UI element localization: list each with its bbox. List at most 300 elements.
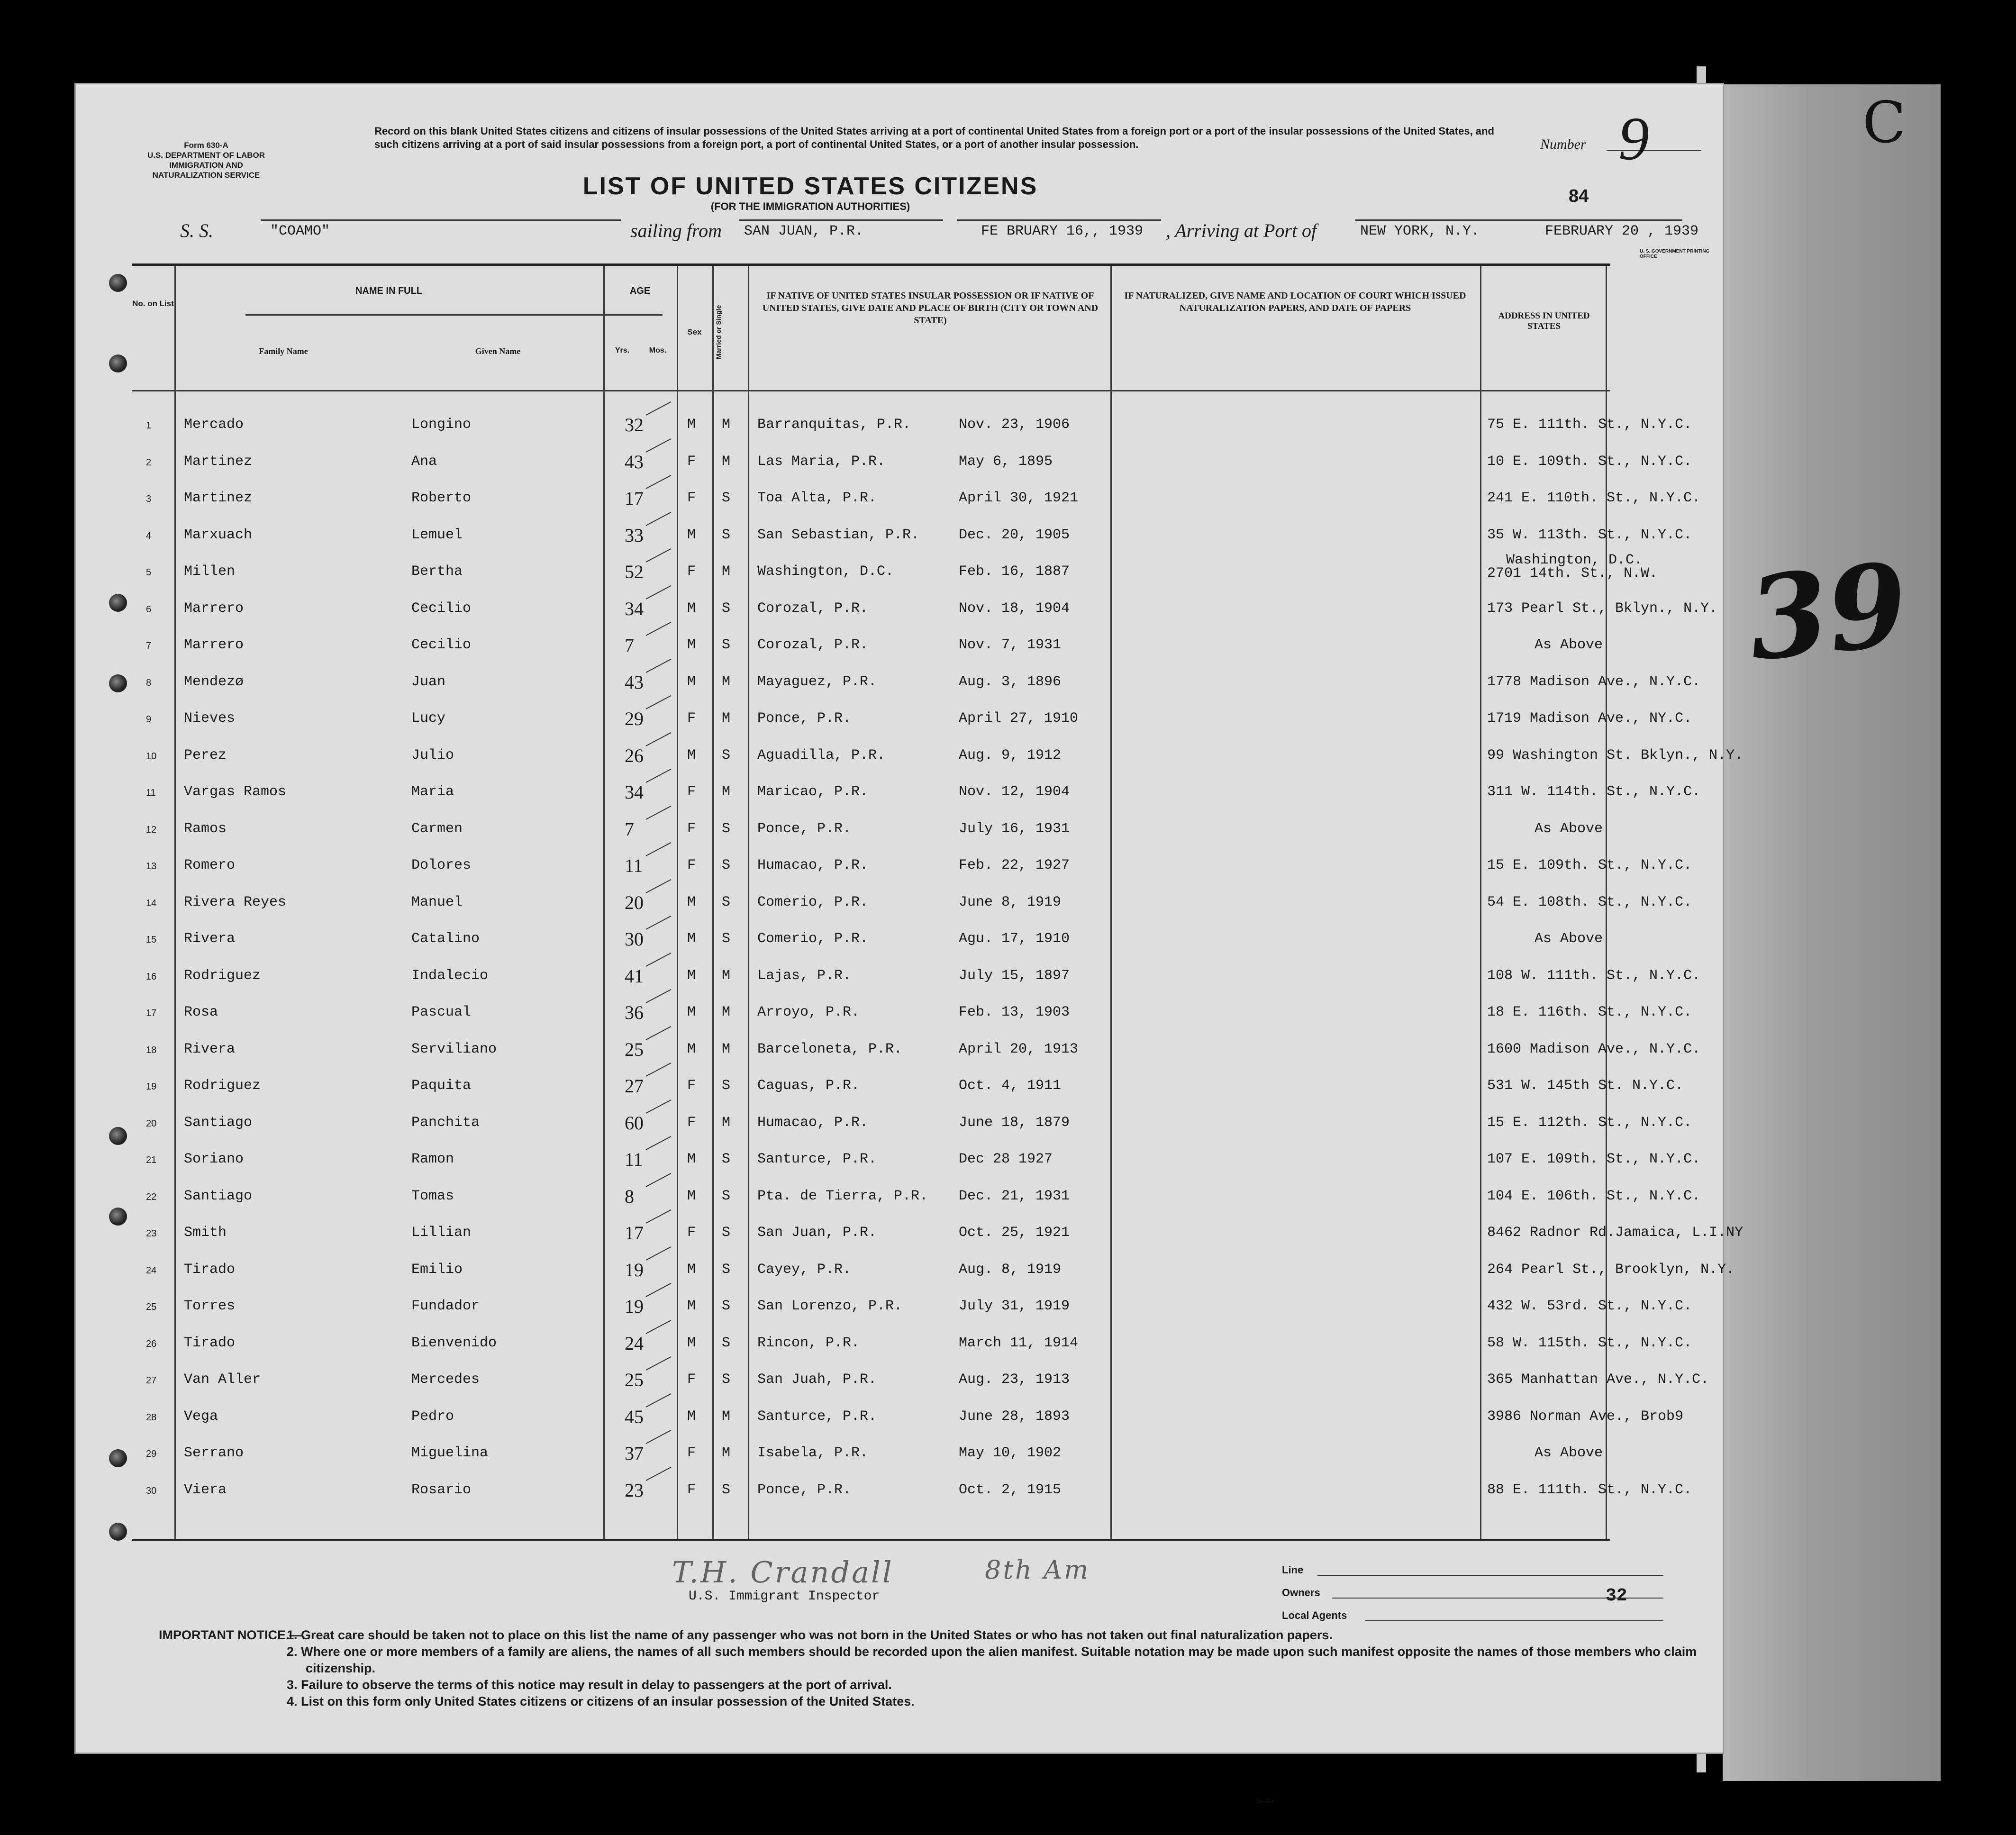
sheet-number: 84 bbox=[1569, 186, 1589, 206]
age-years: 60 bbox=[625, 1112, 644, 1134]
row-number: 16 bbox=[146, 971, 157, 982]
address: 432 W. 53rd. St., N.Y.C. bbox=[1487, 1298, 1692, 1314]
family-name: Smith bbox=[184, 1225, 227, 1241]
row-number: 21 bbox=[146, 1155, 157, 1165]
age-years: 43 bbox=[625, 451, 644, 472]
mos-tick-mark bbox=[646, 401, 672, 416]
ship-underline bbox=[261, 219, 621, 221]
address: 108 W. 111th. St., N.Y.C. bbox=[1487, 967, 1701, 984]
ship-name: "COAMO" bbox=[270, 223, 330, 239]
header-age: AGE bbox=[629, 286, 651, 296]
table-row bbox=[132, 996, 1692, 1033]
row-number: 9 bbox=[146, 714, 152, 725]
header-age-mos: Mos. bbox=[649, 346, 667, 354]
marital-status: M bbox=[722, 1408, 731, 1425]
marital-status: S bbox=[722, 1225, 731, 1241]
table-row bbox=[132, 1106, 1692, 1143]
binder-hole bbox=[109, 1523, 127, 1541]
marital-status: M bbox=[722, 673, 731, 690]
birth-place: Humacao, P.R. bbox=[757, 857, 869, 873]
birth-date: Oct. 2, 1915 bbox=[959, 1481, 1062, 1498]
birth-date: June 28, 1893 bbox=[959, 1408, 1070, 1425]
given-name: Paquita bbox=[411, 1078, 472, 1094]
birth-date: Aug. 23, 1913 bbox=[959, 1372, 1070, 1388]
age-years: 25 bbox=[625, 1038, 644, 1060]
table-row bbox=[132, 552, 1658, 592]
row-number: 6 bbox=[146, 604, 152, 615]
marital-status: M bbox=[722, 1114, 731, 1131]
sex: M bbox=[687, 1261, 696, 1278]
binder-hole bbox=[109, 594, 127, 612]
birth-place: Mayaguez, P.R. bbox=[757, 673, 877, 690]
instructions-header: Record on this blank United States citizens and citizens of insular possessions of the United States arriving at a port of continental United States from a foreign port or a port of the insular possessions of the United States, and such citizens arriving at a port of said insular possessions from a foreign port, a port of continental United States, or a port of another insular possession. bbox=[374, 125, 1494, 150]
given-name: Julio bbox=[411, 747, 454, 763]
page-total: 32 bbox=[1606, 1586, 1627, 1606]
age-years: 20 bbox=[625, 891, 644, 913]
address: 531 W. 145th St. N.Y.C. bbox=[1487, 1078, 1684, 1094]
family-name: Rodriguez bbox=[184, 967, 261, 984]
arrival-date-underline bbox=[1540, 219, 1682, 221]
family-name: Nieves bbox=[184, 710, 236, 727]
age-years: 32 bbox=[625, 414, 644, 436]
row-number: 23 bbox=[146, 1228, 157, 1239]
header-age-yrs: Yrs. bbox=[615, 346, 630, 354]
departure-date: FE BRUARY 16,, 1939 bbox=[981, 223, 1144, 239]
birth-date: Dec 28 1927 bbox=[959, 1151, 1053, 1167]
field-owners-rule bbox=[1332, 1598, 1663, 1599]
age-years: 17 bbox=[625, 1222, 644, 1244]
address: 241 E. 110th. St., N.Y.C. bbox=[1487, 490, 1701, 506]
marital-status: S bbox=[722, 600, 731, 617]
given-name: Lillian bbox=[411, 1225, 472, 1241]
family-name: Marxuach bbox=[184, 527, 253, 543]
age-years: 52 bbox=[625, 561, 644, 582]
voyage-line bbox=[180, 219, 1744, 248]
departure-date-underline bbox=[957, 219, 1161, 221]
birth-place: Cayey, P.R. bbox=[757, 1261, 852, 1278]
age-years: 27 bbox=[625, 1075, 644, 1097]
marital-status: S bbox=[722, 1188, 731, 1204]
birth-date: April 27, 1910 bbox=[959, 710, 1079, 727]
birth-place: Humacao, P.R. bbox=[757, 1114, 869, 1131]
age-years: 34 bbox=[625, 781, 644, 803]
binder-hole bbox=[109, 674, 127, 692]
sex: M bbox=[687, 1298, 696, 1314]
address: 54 E. 108th. St., N.Y.C. bbox=[1487, 894, 1692, 910]
document-subtitle: (FOR THE IMMIGRATION AUTHORITIES) bbox=[710, 200, 910, 212]
notice-item: 2. Where one or more members of a family are aliens, the names of all such members should be recorded upon the alien manifest. Suitable notation may be made upon such manifest opposite the names of those members who claim citizenship. bbox=[287, 1644, 1697, 1675]
address: 10 E. 109th. St., N.Y.C. bbox=[1487, 453, 1692, 470]
birth-place: Lajas, P.R. bbox=[757, 967, 852, 984]
address: As Above bbox=[1535, 1445, 1603, 1461]
birth-place: Aguadilla, P.R. bbox=[757, 747, 886, 763]
age-years: 37 bbox=[625, 1443, 644, 1464]
birth-place: Ponce, P.R. bbox=[757, 710, 852, 727]
marital-status: S bbox=[722, 1151, 731, 1167]
sex: F bbox=[687, 820, 696, 837]
marital-status: M bbox=[722, 1041, 731, 1057]
birth-place: Ponce, P.R. bbox=[757, 1481, 852, 1498]
header-separator bbox=[132, 390, 1610, 391]
row-number: 19 bbox=[146, 1081, 157, 1092]
sex: F bbox=[687, 784, 696, 800]
birth-place: Caguas, P.R. bbox=[757, 1078, 860, 1094]
address: Washington, D.C. bbox=[1506, 552, 1643, 568]
given-name: Cecilio bbox=[411, 600, 472, 617]
birth-place: Arroyo, P.R. bbox=[757, 1004, 860, 1020]
row-number: 22 bbox=[146, 1191, 157, 1202]
family-name: Vega bbox=[184, 1408, 218, 1425]
sex: M bbox=[687, 931, 696, 947]
family-name: Van Aller bbox=[184, 1372, 261, 1388]
marital-status: M bbox=[722, 1004, 731, 1020]
sex: F bbox=[687, 563, 696, 580]
birth-date: Nov. 7, 1931 bbox=[959, 637, 1062, 653]
family-name: Rivera bbox=[184, 1041, 236, 1057]
table-row bbox=[132, 481, 1701, 518]
table-row bbox=[132, 1436, 1610, 1473]
field-line-label: Line bbox=[1282, 1564, 1304, 1576]
address: 8462 Radnor Rd.Jamaica, L.I.NY bbox=[1487, 1225, 1744, 1241]
birth-date: May 6, 1895 bbox=[959, 453, 1053, 470]
departure-port: SAN JUAN, P.R. bbox=[744, 223, 864, 239]
given-name: Bienvenido bbox=[411, 1335, 497, 1351]
age-years: 11 bbox=[625, 855, 643, 876]
birth-place: Las Maria, P.R. bbox=[757, 453, 886, 470]
age-years: 34 bbox=[625, 598, 644, 619]
birth-date: Oct. 25, 1921 bbox=[959, 1225, 1070, 1241]
given-name: Pascual bbox=[411, 1004, 472, 1020]
age-years: 17 bbox=[625, 488, 644, 509]
marital-status: M bbox=[722, 784, 731, 800]
row-number: 1 bbox=[146, 420, 152, 431]
notice-item: 1. Great care should be taken not to place on this list the name of any passenger who was not born in the United States or who has not taken out final naturalization papers. bbox=[287, 1628, 1333, 1642]
form-id-line: Form 630-A bbox=[184, 141, 228, 150]
birth-date: Dec. 21, 1931 bbox=[959, 1188, 1070, 1204]
address: 1719 Madison Ave., NY.C. bbox=[1487, 710, 1692, 727]
table-row bbox=[132, 886, 1692, 923]
form-id-line: IMMIGRATION AND bbox=[169, 161, 243, 170]
given-name: Lucy bbox=[411, 710, 446, 727]
arriving-label: , Arriving at Port of bbox=[1166, 220, 1317, 241]
family-name: Perez bbox=[184, 747, 227, 763]
birth-date: Feb. 22, 1927 bbox=[959, 857, 1070, 873]
given-name: Miguelina bbox=[411, 1445, 489, 1461]
birth-date: Dec. 20, 1905 bbox=[959, 527, 1070, 543]
sex: F bbox=[687, 1445, 696, 1461]
notice-item: 4. List on this form only United States citizens or citizens of an insular possession of the United States. bbox=[287, 1694, 915, 1708]
marital-status: M bbox=[722, 1445, 731, 1461]
field-local-agents-label: Local Agents bbox=[1282, 1609, 1347, 1621]
sex: F bbox=[687, 490, 696, 506]
address: 365 Manhattan Ave., N.Y.C. bbox=[1487, 1372, 1709, 1388]
birth-date: May 10, 1902 bbox=[959, 1445, 1062, 1461]
table-row bbox=[132, 1033, 1701, 1070]
age-years: 29 bbox=[625, 708, 644, 729]
given-name: Juan bbox=[411, 673, 446, 690]
form-id-line: U.S. DEPARTMENT OF LABOR bbox=[147, 151, 265, 160]
marital-status: S bbox=[722, 894, 731, 910]
birth-date: July 16, 1931 bbox=[959, 820, 1070, 837]
sex: F bbox=[687, 710, 696, 727]
family-name: Rivera bbox=[184, 931, 236, 947]
family-name: Martinez bbox=[184, 490, 253, 506]
form-id-line: NATURALIZATION SERVICE bbox=[152, 171, 260, 180]
field-local-agents-rule bbox=[1365, 1620, 1663, 1621]
birth-date: Aug. 9, 1912 bbox=[959, 747, 1062, 763]
given-name: Indalecio bbox=[411, 967, 489, 984]
sex: F bbox=[687, 1481, 696, 1498]
marital-status: S bbox=[722, 527, 731, 543]
binder-hole bbox=[109, 1208, 127, 1226]
birth-place: Comerio, P.R. bbox=[757, 894, 869, 910]
marital-status: S bbox=[722, 1372, 731, 1388]
marital-status: S bbox=[722, 747, 731, 763]
address: 18 E. 116th. St., N.Y.C. bbox=[1487, 1004, 1692, 1020]
document-sheet bbox=[76, 84, 1744, 1804]
marital-status: S bbox=[722, 1078, 731, 1094]
given-name: Mercedes bbox=[411, 1372, 480, 1388]
table-row bbox=[132, 628, 1610, 665]
address: 104 E. 106th. St., N.Y.C. bbox=[1487, 1188, 1701, 1204]
marital-status: S bbox=[722, 1481, 731, 1498]
table-row bbox=[132, 1290, 1692, 1326]
birth-date: April 30, 1921 bbox=[959, 490, 1079, 506]
sex: F bbox=[687, 453, 696, 470]
given-name: Ramon bbox=[411, 1151, 454, 1167]
birth-place: Ponce, P.R. bbox=[757, 820, 852, 837]
gpo-note: U. S. GOVERNMENT PRINTING OFFICE bbox=[1640, 249, 1710, 259]
birth-place: Corozal, P.R. bbox=[757, 637, 869, 653]
footer-code: 14—314 bbox=[1256, 1799, 1274, 1804]
family-name: Romero bbox=[184, 857, 236, 873]
birth-place: Corozal, P.R. bbox=[757, 600, 869, 617]
age-years: 43 bbox=[625, 671, 644, 693]
inspector-caption: U.S. Immigrant Inspector bbox=[689, 1589, 880, 1604]
notice-item: 3. Failure to observe the terms of this notice may result in delay to passengers at the port of arrival. bbox=[287, 1678, 892, 1692]
sailing-label: sailing from bbox=[630, 220, 722, 241]
birth-place: San Juan, P.R. bbox=[757, 1225, 877, 1241]
binder-hole bbox=[109, 354, 127, 372]
birth-place: Barranquitas, P.R. bbox=[757, 417, 911, 433]
sex: M bbox=[687, 1408, 696, 1425]
address: 99 Washington St. Bklyn., N.Y. bbox=[1487, 747, 1744, 763]
sex: F bbox=[687, 1372, 696, 1388]
address: 311 W. 114th. St., N.Y.C. bbox=[1487, 784, 1701, 800]
header-family-name: Family Name bbox=[259, 346, 308, 356]
table-row bbox=[132, 1069, 1684, 1106]
row-number: 8 bbox=[146, 677, 152, 688]
list-number-label: Number bbox=[1540, 136, 1586, 152]
birth-date: Nov. 23, 1906 bbox=[959, 417, 1070, 433]
row-number: 11 bbox=[146, 788, 156, 798]
table-row bbox=[132, 1473, 1692, 1510]
family-name: Serrano bbox=[184, 1445, 244, 1461]
age-years: 19 bbox=[625, 1296, 644, 1317]
list-number-value: 9 bbox=[1618, 105, 1649, 173]
table-row bbox=[132, 812, 1610, 849]
header-address: ADDRESS IN UNITED STATES bbox=[1498, 311, 1590, 331]
age-years: 19 bbox=[625, 1259, 644, 1281]
birth-place: Maricao, P.R. bbox=[757, 784, 869, 800]
age-years: 33 bbox=[625, 524, 644, 546]
table-row bbox=[132, 408, 1692, 445]
birth-place: Rincon, P.R. bbox=[757, 1335, 860, 1351]
family-name: Marrero bbox=[184, 600, 244, 617]
birth-date: June 18, 1879 bbox=[959, 1114, 1070, 1131]
sex: M bbox=[687, 967, 696, 984]
table-row bbox=[132, 592, 1718, 629]
table-row bbox=[132, 702, 1692, 739]
sex: F bbox=[687, 1225, 696, 1241]
address: 173 Pearl St., Bklyn., N.Y. bbox=[1487, 600, 1718, 617]
sex: M bbox=[687, 417, 696, 433]
sex: M bbox=[687, 747, 696, 763]
birth-place: Comerio, P.R. bbox=[757, 931, 869, 947]
sex: M bbox=[687, 637, 696, 653]
birth-date: Aug. 8, 1919 bbox=[959, 1261, 1062, 1278]
header-name-in-full: NAME IN FULL bbox=[355, 286, 423, 296]
row-number: 27 bbox=[146, 1375, 157, 1386]
sex: M bbox=[687, 673, 696, 690]
table-row bbox=[132, 1253, 1735, 1290]
table-row bbox=[132, 775, 1701, 812]
table-row bbox=[132, 518, 1692, 555]
birth-date: April 20, 1913 bbox=[959, 1041, 1079, 1057]
row-number: 2 bbox=[146, 457, 152, 468]
birth-place: San Lorenzo, P.R. bbox=[757, 1298, 903, 1314]
row-number: 28 bbox=[146, 1412, 157, 1423]
birth-date: June 8, 1919 bbox=[959, 894, 1062, 910]
inspector-signature-block bbox=[672, 1555, 1193, 1612]
field-line-rule bbox=[1317, 1575, 1663, 1576]
address: 1600 Madison Ave., N.Y.C. bbox=[1487, 1041, 1701, 1057]
page-fold-shadow bbox=[1723, 84, 1941, 1781]
departure-underline bbox=[739, 219, 943, 221]
given-name: Longino bbox=[411, 417, 472, 433]
birth-place: Barceloneta, P.R. bbox=[757, 1041, 903, 1057]
birth-place: San Juah, P.R. bbox=[757, 1372, 877, 1388]
row-number: 14 bbox=[146, 898, 157, 908]
birth-date: Nov. 12, 1904 bbox=[959, 784, 1070, 800]
family-name: Marrero bbox=[184, 637, 244, 653]
given-name: Fundador bbox=[411, 1298, 480, 1314]
address: 88 E. 111th. St., N.Y.C. bbox=[1487, 1481, 1692, 1498]
sex: F bbox=[687, 1114, 696, 1131]
marital-status: S bbox=[722, 637, 731, 653]
row-number: 7 bbox=[146, 641, 152, 651]
age-years: 11 bbox=[625, 1149, 643, 1170]
address: 15 E. 112th. St., N.Y.C. bbox=[1487, 1114, 1692, 1131]
birth-date: Feb. 16, 1887 bbox=[959, 563, 1070, 580]
row-number: 15 bbox=[146, 935, 157, 945]
marital-status: M bbox=[722, 453, 731, 470]
notice-label: IMPORTANT NOTICE.— bbox=[159, 1628, 302, 1642]
age-years: 45 bbox=[625, 1406, 644, 1427]
birth-place: Pta. de Tierra, P.R. bbox=[757, 1188, 928, 1204]
row-number: 13 bbox=[146, 861, 157, 872]
family-name: Martinez bbox=[184, 453, 253, 470]
given-name: Pedro bbox=[411, 1408, 454, 1425]
table-row bbox=[132, 959, 1701, 996]
birth-date: March 11, 1914 bbox=[959, 1335, 1079, 1351]
given-name: Lemuel bbox=[411, 527, 463, 543]
address: 75 E. 111th. St., N.Y.C. bbox=[1487, 417, 1692, 433]
address: 107 E. 109th. St., N.Y.C. bbox=[1487, 1151, 1701, 1167]
birth-place: San Sebastian, P.R. bbox=[757, 527, 920, 543]
arrival-date: FEBRUARY 20 , 1939 bbox=[1545, 223, 1699, 239]
header-given-name: Given Name bbox=[475, 346, 521, 356]
family-name: Mendezø bbox=[184, 673, 244, 690]
birth-place: Toa Alta, P.R. bbox=[757, 490, 877, 506]
address: 58 W. 115th. St., N.Y.C. bbox=[1487, 1335, 1692, 1351]
family-name: Viera bbox=[184, 1481, 227, 1498]
binder-hole bbox=[109, 1449, 127, 1467]
table-row bbox=[132, 1326, 1692, 1363]
document-title: LIST OF UNITED STATES CITIZENS bbox=[582, 173, 1038, 200]
given-name: Rosario bbox=[411, 1481, 472, 1498]
address: 264 Pearl St., Brooklyn, N.Y. bbox=[1487, 1261, 1735, 1278]
marital-status: M bbox=[722, 417, 731, 433]
arrival-port: NEW YORK, N.Y. bbox=[1360, 223, 1480, 239]
address: As Above bbox=[1535, 820, 1603, 837]
birth-place: Santurce, P.R. bbox=[757, 1151, 877, 1167]
given-name: Manuel bbox=[411, 894, 463, 910]
header-birth-info: IF NATIVE OF UNITED STATES INSULAR POSSESSION OR IF NATIVE OF UNITED STATES, GIVE DATE AND PLACE OF BIRTH (CITY OR TOWN AND STATE) bbox=[762, 291, 1099, 326]
row-number: 25 bbox=[146, 1302, 157, 1312]
row-number: 3 bbox=[146, 494, 152, 504]
table-row bbox=[132, 1363, 1709, 1400]
table-row bbox=[132, 1180, 1701, 1217]
row-number: 30 bbox=[146, 1485, 157, 1496]
marital-status: S bbox=[722, 857, 731, 873]
address: 15 E. 109th. St., N.Y.C. bbox=[1487, 857, 1692, 873]
given-name: Carmen bbox=[411, 820, 463, 837]
table-row bbox=[132, 849, 1692, 886]
corner-mark: C bbox=[1862, 90, 1906, 156]
given-name: Panchita bbox=[411, 1114, 480, 1131]
birth-date: Oct. 4, 1911 bbox=[959, 1078, 1062, 1094]
sex: F bbox=[687, 857, 696, 873]
marital-status: S bbox=[722, 931, 731, 947]
age-years: 24 bbox=[625, 1332, 644, 1354]
marital-status: M bbox=[722, 710, 731, 727]
row-number: 17 bbox=[146, 1008, 157, 1018]
header-naturalization: IF NATURALIZED, GIVE NAME AND LOCATION OF COURT WHICH ISSUED NATURALIZATION PAPERS, AND DATE OF PAPERS bbox=[1124, 291, 1466, 313]
table-row bbox=[132, 739, 1744, 776]
row-number: 18 bbox=[146, 1045, 157, 1055]
given-name: Bertha bbox=[411, 563, 463, 580]
family-name: Santiago bbox=[184, 1188, 253, 1204]
given-name: Catalino bbox=[411, 931, 480, 947]
inspector-signature: T.H. Crandall bbox=[672, 1555, 894, 1590]
age-years: 7 bbox=[625, 635, 634, 656]
marital-status: S bbox=[722, 1261, 731, 1278]
age-years: 7 bbox=[625, 818, 634, 840]
marital-status: M bbox=[722, 563, 731, 580]
row-number: 26 bbox=[146, 1338, 157, 1349]
address: 35 W. 113th. St., N.Y.C. bbox=[1487, 527, 1692, 543]
family-name: Mercado bbox=[184, 417, 244, 433]
age-years: 30 bbox=[625, 928, 644, 950]
sex: M bbox=[687, 527, 696, 543]
binder-hole bbox=[109, 274, 127, 292]
row-number: 5 bbox=[146, 567, 152, 578]
family-name: Rodriguez bbox=[184, 1078, 261, 1094]
address: As Above bbox=[1535, 931, 1603, 947]
given-name: Emilio bbox=[411, 1261, 463, 1278]
birth-date: Nov. 18, 1904 bbox=[959, 600, 1070, 617]
